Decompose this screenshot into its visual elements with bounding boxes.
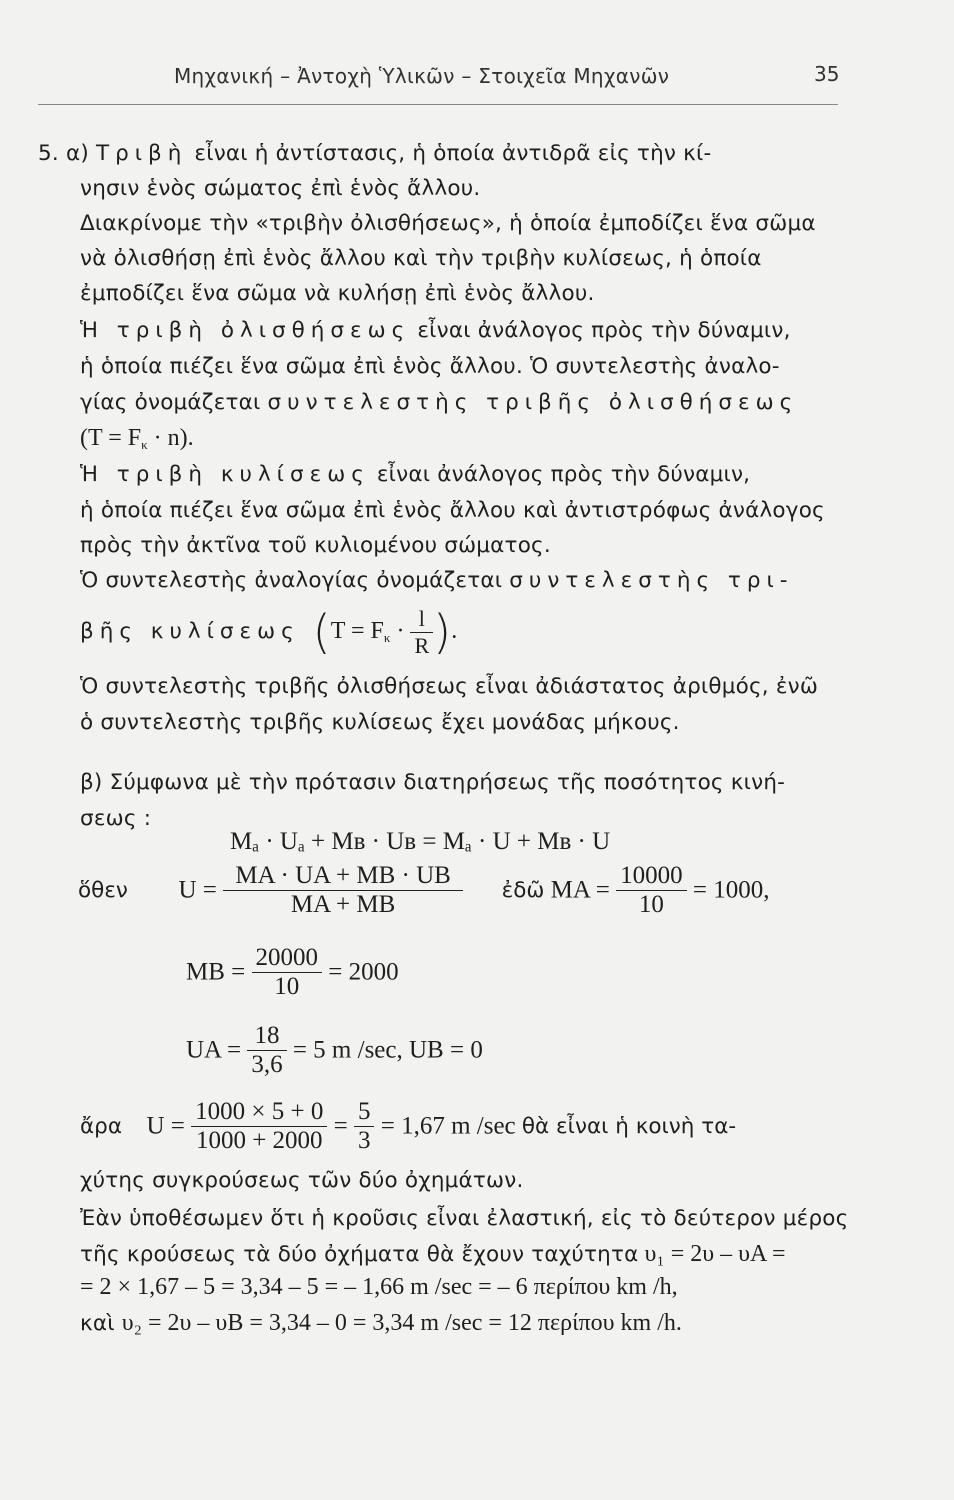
text-line <box>80 1241 786 1268</box>
page-number: 35 <box>814 62 840 86</box>
running-header: Μηχανική – Ἀντοχὴ Ὑλικῶν – Στοιχεῖα Μηχανῶν <box>174 64 670 88</box>
text-line: Ἐὰν ὑποθέσωμεν ὅτι ἡ κροῦσις εἶναι ἐλαστική, εἰς τὸ δεύτερον μέρος <box>80 1206 849 1231</box>
text-span: εἶναι ἀνάλογος πρὸς τὴν δύναμιν, <box>410 318 791 343</box>
equation-velocity: ὅθεν U = $\frac{MA \cdot UA + MB \cdot UB}{MA + MB}$ ἐδῶ MA = $\frac{10000}{10}$ = 1000, <box>78 862 770 918</box>
text-line: σεως : <box>80 806 152 831</box>
formula-u1-calc: = 2 × 1,67 – 5 = 3,34 – 5 = – 1,66 m /sec = – 6 περίπου km /h, <box>80 1274 678 1300</box>
equation-mb: MB = $\frac{20000}{10}$ = 2000 <box>186 944 399 1000</box>
equation-ua: UA = $\frac{18}{3,6}$ = 5 m /sec, UB = 0 <box>186 1022 483 1078</box>
text-line: πρὸς τὴν ἀκτῖνα τοῦ κυλιομένου σώματος. <box>80 533 551 558</box>
text-line: β) Σύμφωνα μὲ τὴν πρότασιν διατηρήσεως τῆς ποσότητος κινή- <box>80 770 786 795</box>
formula-sliding: $(T = F_\kappa \cdot n)$. <box>80 425 194 452</box>
text-line: ἐμποδίζει ἕνα σῶμα νὰ κυλήσῃ ἐπὶ ἑνὸς ἄλλου. <box>80 281 595 306</box>
term-rolling-friction: Ἡ τριβὴ κυλίσεως <box>80 462 370 487</box>
text-line: Διακρίνομε τὴν «τριβὴν ὀλισθήσεως», ἡ ὁποία ἐμποδίζει ἕνα σῶμα <box>80 211 816 236</box>
text-span: Ὁ συντελεστὴς ἀναλογίας ὀνομάζεται <box>80 568 510 593</box>
text-line: ὁ συντελεστὴς τριβῆς κυλίσεως ἔχει μονάδας μήκους. <box>80 710 680 735</box>
text-line <box>80 568 794 593</box>
term-sliding-coefficient: συντελεστὴς τριβῆς ὀλισθήσεως <box>267 390 799 415</box>
text-line <box>80 318 791 343</box>
text-line: νησιν ἑνὸς σώματος ἐπὶ ἑνὸς ἄλλου. <box>80 176 481 201</box>
text-line <box>80 1310 682 1337</box>
header-rule <box>38 104 838 105</box>
formula-u2: υ₂ = 2υ – υB = 3,34 – 0 = 3,34 m /sec = 12 <box>121 1310 532 1336</box>
text-line <box>38 141 711 166</box>
text-span: εἶναι ἡ ἀντίστασις, ἡ ὁποία ἀντιδρᾶ εἰς τὴν κί- <box>187 141 712 166</box>
equation-common-velocity: ἄρα U = $\frac{1000 \times 5 + 0}{1000 + 2000}$ = $\frac{5}{3}$ = 1,67 m /sec θὰ εἶναι ἡ κοινὴ τα- <box>80 1098 737 1154</box>
paren-left: ( <box>312 605 331 660</box>
text-span: τῆς κρούσεως τὰ δύο ὀχήματα θὰ ἔχουν ταχύτητα <box>80 1242 639 1267</box>
text-line: βῆς κυλίσεως ($T = F_\kappa$ · $\frac{l}{R}$ ). <box>80 605 458 660</box>
item-label: 5. α) <box>38 141 96 166</box>
text-span: περίπου km /h. <box>531 1310 682 1336</box>
equation-momentum: Mₐ · Uₐ + Mʙ · Uʙ = Mₐ · U + Mʙ · U <box>230 828 611 855</box>
text-span: γίας ὀνομάζεται <box>80 390 268 415</box>
formula-u1: υ₁ = 2υ – υA = <box>638 1241 786 1267</box>
text-line: νὰ ὀλισθήσῃ ἐπὶ ἑνὸς ἄλλου καὶ τὴν τριβὴν κυλίσεως, ἡ ὁποία <box>80 246 762 271</box>
formula-rolling: $T = F_\kappa$ · $\frac{l}{R}$ <box>331 618 433 644</box>
term-rolling-coefficient-cont: βῆς κυλίσεως <box>80 619 313 645</box>
term-rolling-coefficient: συντελεστὴς τρι- <box>509 568 794 593</box>
text-line: χύτης συγκρούσεως τῶν δύο ὀχημάτων. <box>80 1168 524 1193</box>
text-span: εἶναι ἀνάλογος πρὸς τὴν δύναμιν, <box>369 462 751 487</box>
text-line: ἡ ὁποία πιέζει ἕνα σῶμα ἐπὶ ἑνὸς ἄλλου. Ὁ συντελεστὴς ἀναλο- <box>80 354 780 379</box>
text-line <box>80 462 750 487</box>
term-sliding-friction: Ἡ τριβὴ ὀλισθήσεως <box>80 318 411 343</box>
text-line: ἡ ὁποία πιέζει ἕνα σῶμα ἐπὶ ἑνὸς ἄλλου καὶ ἀντιστρόφως ἀνάλογος <box>80 498 825 523</box>
term-friction: Τριβὴ <box>95 141 188 166</box>
paren-right: ) <box>433 605 452 660</box>
text-line <box>80 390 798 415</box>
text-line: Ὁ συντελεστὴς τριβῆς ὀλισθήσεως εἶναι ἀδιάστατος ἀριθμός, ἐνῶ <box>80 674 819 699</box>
text-span: καὶ <box>80 1311 122 1336</box>
